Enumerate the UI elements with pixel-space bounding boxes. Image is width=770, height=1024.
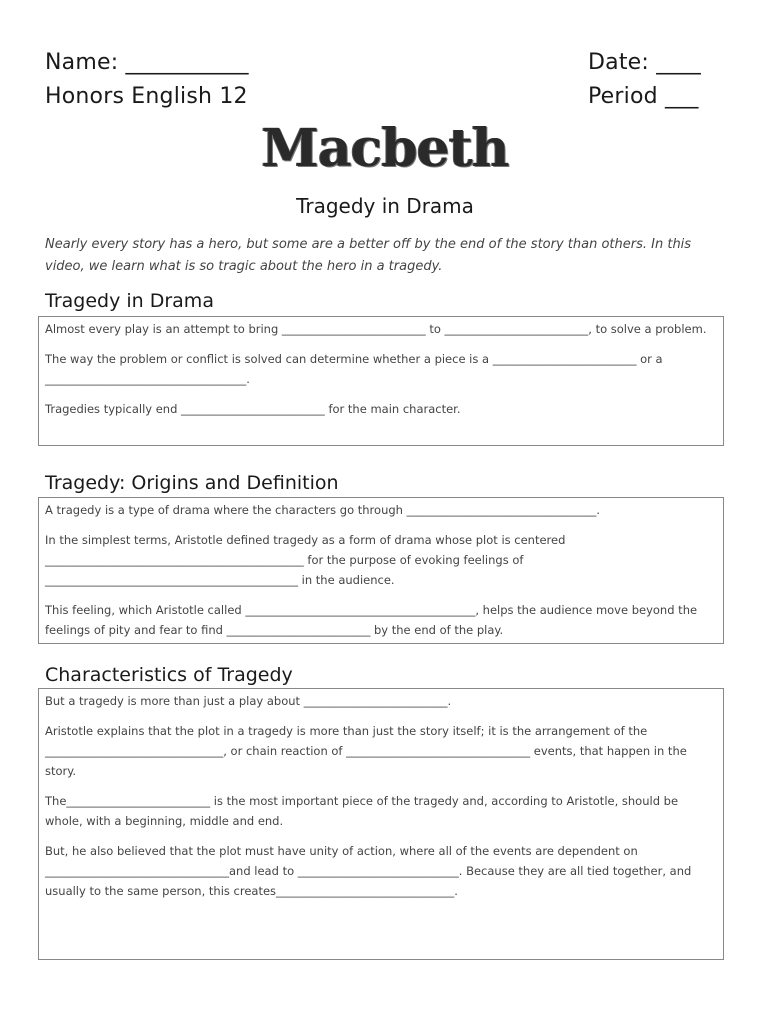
section-heading-characteristics: Characteristics of Tragedy [45,664,293,686]
section-box-characteristics [38,688,724,960]
section-heading-origins-definition: Tragedy: Origins and Definition [45,472,339,494]
section-heading-tragedy-in-drama: Tragedy in Drama [45,290,214,312]
section-paragraph: The_________________________ is the most important piece of the tragedy and, according to Aristotle, should be whole, with a beginning, middle and end. [45,794,679,828]
name-field: Name: ___________ [45,50,249,75]
section-paragraph: But a tragedy is more than just a play about _________________________. [45,694,452,708]
section-paragraph: The way the problem or conflict is solved can determine whether a piece is a _________________________ or a ___________________________________. [45,352,663,386]
period-field: Period ___ [588,84,699,109]
date-field: Date: ____ [588,50,701,75]
section-paragraph: In the simplest terms, Aristotle defined tragedy as a form of drama whose plot is centered _____________________________________________ for the purpose of evoking feelings of ____________________________________________ in the audience. [45,533,566,587]
section-box-tragedy-in-drama [38,316,724,446]
page-title: Macbeth [261,118,509,179]
intro-text: Nearly every story has a hero, but some are a better off by the end of the story than others. In this video, we learn what is so tragic about the hero in a tragedy. [45,237,692,274]
page-subtitle: Tragedy in Drama [296,194,474,218]
section-paragraph: This feeling, which Aristotle called ________________________________________, helps the audience move beyond the feelings of pity and fear to find _________________________ by the end of the play. [45,603,698,637]
class-name: Honors English 12 [45,84,248,109]
section-paragraph: Tragedies typically end _________________________ for the main character. [45,402,461,416]
section-paragraph: Almost every play is an attempt to bring _________________________ to _________________________, to solve a problem. [45,322,707,336]
section-paragraph: Aristotle explains that the plot in a tragedy is more than just the story itself; it is the arrangement of the _______________________________, or chain reaction of ________________________________ events, that happen in the story. [45,724,687,778]
section-paragraph: A tragedy is a type of drama where the characters go through _________________________________. [45,503,601,517]
section-paragraph: But, he also believed that the plot must have unity of action, where all of the events are dependent on ________________________________and lead to ____________________________. Because they are all tied together, and usually to the same person, this creates_______________________________. [45,844,692,898]
section-box-origins-definition [38,497,724,644]
